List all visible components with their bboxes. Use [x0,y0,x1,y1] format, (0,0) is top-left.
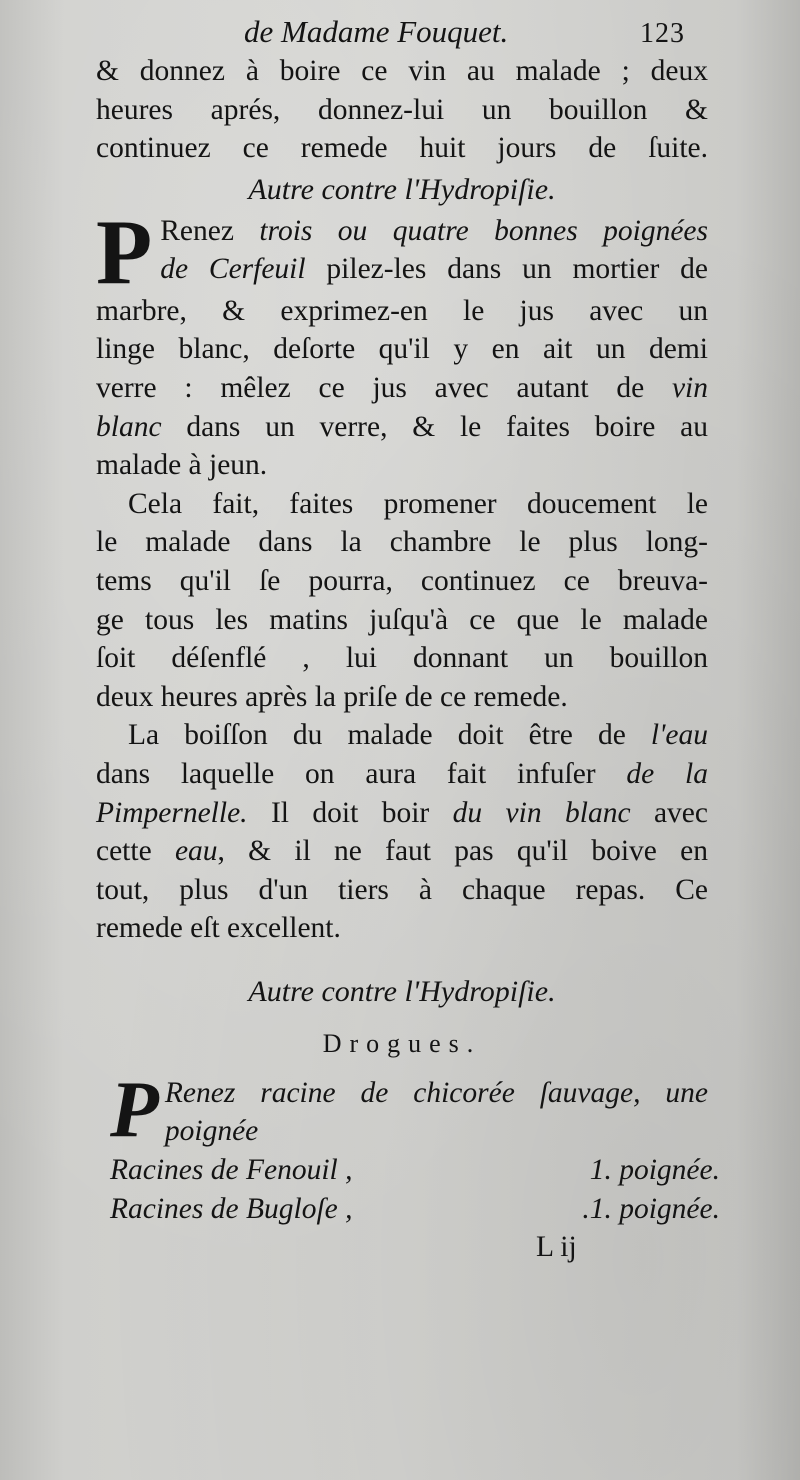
text-line: Cela fait, faites promener doucement le [128,487,708,520]
text-run: Renez [160,214,260,247]
list-item [96,1151,720,1190]
italic-run: de la [626,757,708,790]
paragraph [96,1065,708,1154]
text-line [96,832,708,871]
text-line: Renez racine de chicorée ſauvage, une [164,1076,708,1109]
drogues-heading: Drogues. [322,1028,482,1058]
text-line [96,212,708,251]
drug-list [96,1151,720,1228]
spacer [96,948,708,970]
text-line: tout, plus d'un tiers à chaque repas. Ce [96,873,708,906]
text-line [96,716,708,755]
drug-quantity: .1. poignée. [582,1192,720,1225]
text-run: La boiſſon du malade doit être de [128,719,651,752]
text-line: poignée [164,1115,259,1148]
page-body [96,52,720,1267]
page-number: 123 [640,18,685,49]
drop-cap: P [96,200,153,303]
text-line: marbre, & exprimez-en le jus avec un [96,294,708,327]
running-head [0,14,800,54]
text-run: Il doit boir [247,796,453,829]
italic-run: eau [174,835,218,868]
section-heading: Autre contre l'Hydropiſie. [248,974,556,1008]
italic-run: vin [671,371,708,404]
text-line: malade à jeun. [96,449,268,482]
italic-run: trois ou quatre bonnes poignées [259,214,708,247]
text-line [96,755,708,794]
text-run: avec [630,796,708,829]
text-line: ge tous les matins juſqu'à ce que le malade [96,603,708,636]
text-line: le malade dans la chambre le plus long- [96,526,708,559]
text-line: tems qu'il ſe pourra, continuez ce breuva- [96,564,708,597]
text-line [96,369,708,408]
text-line: remede eſt excellent. [96,912,341,945]
text-run: dans laquelle on aura fait infuſer [96,757,627,790]
italic-run: l'eau [650,719,708,752]
signature-text: L ij [536,1231,577,1264]
running-head-title: de Madame Fouquet. [244,14,509,49]
italic-run: de Cerfeuil [160,253,306,286]
drug-name: Racines de Bugloſe , [110,1192,353,1225]
drop-cap: P [110,1065,159,1154]
list-item [96,1190,720,1229]
text-line: linge blanc, deſorte qu'il y en ait un demi [96,333,708,366]
text-line: deux heures après la priſe de ce remede. [96,680,568,713]
italic-run: Pimpernelle. [96,796,248,829]
section-heading: Autre contre l'Hydropiſie. [248,172,556,206]
drug-name: Racines de Fenouil , [110,1154,353,1187]
italic-run: du vin blanc [452,796,631,829]
text-run: cette [96,835,175,868]
paragraph [96,200,708,485]
text-line: & donnez à boire ce vin au malade ; deux [96,55,708,87]
paragraph [96,485,708,717]
text-line: ſoit déſenflé , lui donnant un bouillon [96,642,708,675]
text-line [96,250,708,289]
text-line [96,794,708,833]
drug-quantity: 1. poignée. [589,1154,720,1187]
text-run: , & il ne faut pas qu'il boive en [217,835,708,868]
text-run: verre : mêlez ce jus avec autant de [96,371,672,404]
text-run: pilez-les dans un mortier de [305,253,708,286]
signature-mark [96,1228,708,1267]
text-run: dans un verre, & le faites boire au [161,410,708,443]
paragraph [96,716,708,948]
text-line: heures aprés, donnez-lui un bouillon & [96,93,708,126]
text-line: continuez ce remede huit jours de ſuite. [96,132,708,165]
text-line [96,408,708,447]
italic-run: blanc [96,410,162,443]
